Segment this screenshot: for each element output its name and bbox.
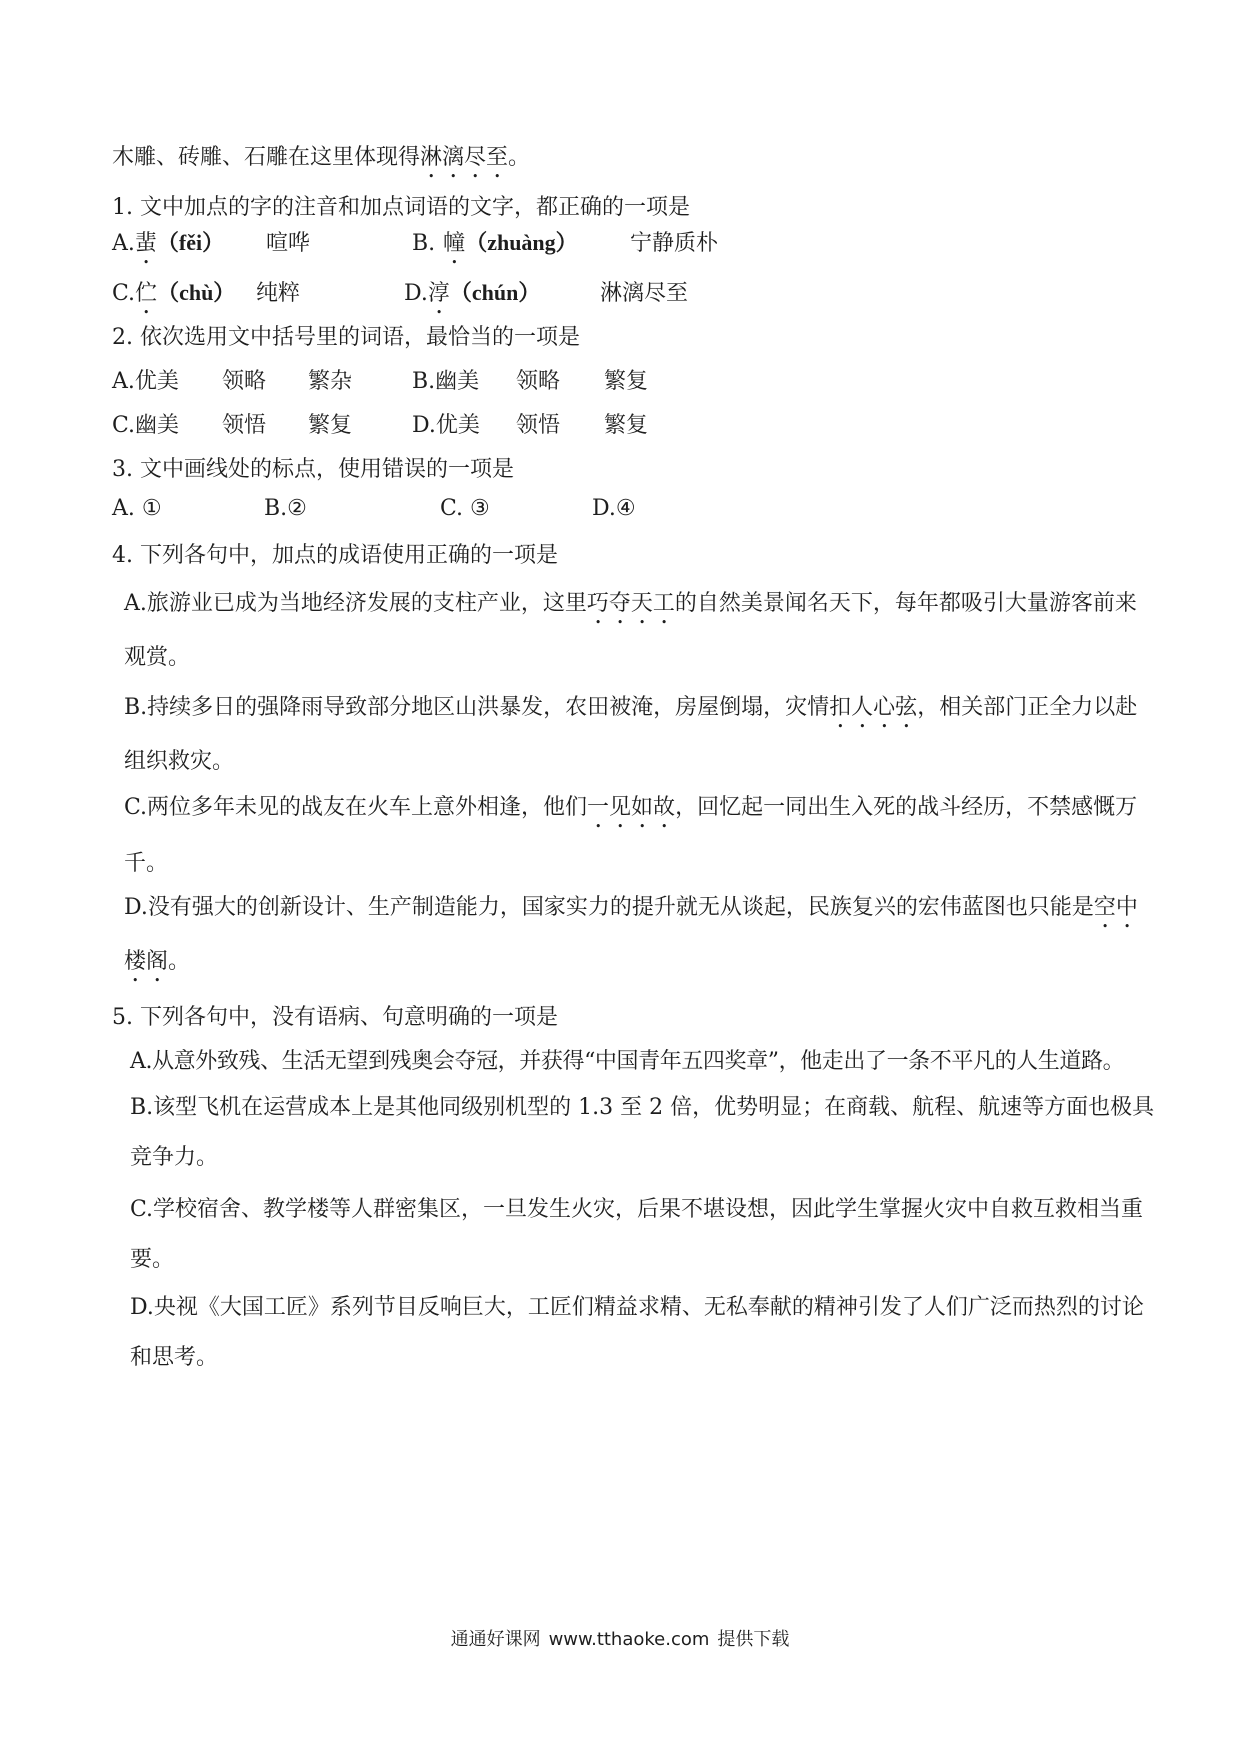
q5-option-d: D.央视《大国工匠》系列节目反响巨大，工匠们精益求精、无私奉献的精神引发了人们广泛而热烈的讨论 xyxy=(130,1295,1144,1320)
q2-d-3: 繁复 xyxy=(604,413,649,438)
dotted-idiom: 空中 xyxy=(1093,895,1138,920)
pinyin: （fěi） xyxy=(156,230,225,255)
q4-option-c xyxy=(124,790,1137,833)
q4-option-c-cont: 千。 xyxy=(124,851,169,876)
q2-c-1: C.幽美 xyxy=(112,413,180,438)
q1-stem: 1. 文中加点的字的注音和加点词语的文字，都正确的一项是 xyxy=(112,195,690,220)
q1-option-b xyxy=(412,226,578,269)
pinyin: （chún） xyxy=(449,280,541,305)
sentence-text: ，回忆起一同出生入死的战斗经历，不禁感慨万 xyxy=(675,795,1138,820)
dotted-char: 幢 xyxy=(443,231,466,256)
sentence-text: C.两位多年未见的战友在火车上意外相逢，他们 xyxy=(124,795,588,820)
dotted-idiom: 一见如故 xyxy=(587,795,676,820)
q2-a-2: 领略 xyxy=(222,369,267,394)
option-label: A. xyxy=(112,231,135,256)
footer-tail: 提供下载 xyxy=(717,1629,790,1650)
q5-option-b-cont: 竞争力。 xyxy=(130,1145,219,1170)
option-label: B. xyxy=(412,231,436,256)
q4-option-b-cont: 组织救灾。 xyxy=(124,749,235,774)
q5-option-d-cont: 和思考。 xyxy=(130,1345,219,1370)
q2-a-3: 繁杂 xyxy=(308,369,353,394)
dotted-idiom: 扣人心弦 xyxy=(829,695,918,720)
intro-end: 。 xyxy=(508,145,531,170)
dotted-char: 蜚 xyxy=(134,231,157,256)
q1-option-d xyxy=(404,276,540,319)
q3-option-c: C. ③ xyxy=(440,496,490,521)
q3-option-a: A. ① xyxy=(112,496,162,521)
footer-url[interactable]: www.tthaoke.com xyxy=(548,1629,710,1650)
q4-option-a xyxy=(124,586,1137,629)
q1-option-c xyxy=(112,276,235,319)
page-footer xyxy=(0,1625,1240,1651)
q5-stem: 5. 下列各句中，没有语病、句意明确的一项是 xyxy=(112,1005,558,1030)
q2-d-2: 领悟 xyxy=(516,413,561,438)
q2-a-1: A.优美 xyxy=(112,369,179,394)
q1-option-a xyxy=(112,226,224,269)
q5-option-a: A.从意外致残、生活无望到残奥会夺冠，并获得“中国青年五四奖章”，他走出了一条不平凡的人生道路。 xyxy=(130,1049,1125,1074)
dotted-word: 淋漓尽至 xyxy=(420,145,509,170)
q3-option-b: B.② xyxy=(264,496,307,521)
pinyin: （zhuàng） xyxy=(465,230,578,255)
dotted-idiom: 巧夺天工 xyxy=(586,591,675,616)
q4-option-d-cont xyxy=(124,944,190,987)
sentence-text: ，相关部门正全力以赴 xyxy=(917,695,1138,720)
dotted-char: 淳 xyxy=(427,281,450,306)
q1-option-a-word: 喧哗 xyxy=(266,231,311,256)
pinyin: （chù） xyxy=(157,280,236,305)
sentence-text: D.没有强大的创新设计、生产制造能力，国家实力的提升就无从谈起，民族复兴的宏伟蓝图也只能是 xyxy=(124,895,1094,920)
intro-text: 木雕、砖雕、石雕在这里体现得 xyxy=(112,145,421,170)
q4-option-b xyxy=(124,690,1137,733)
sentence-text: 。 xyxy=(168,949,191,974)
q2-b-1: B.幽美 xyxy=(412,369,480,394)
q2-c-2: 领悟 xyxy=(222,413,267,438)
q3-option-d: D.④ xyxy=(592,496,636,521)
q5-option-b: B.该型飞机在运营成本上是其他同级别机型的 1.3 至 2 倍，优势明显；在商载、航程、航速等方面也极具 xyxy=(130,1095,1155,1120)
sentence-text: 的自然美景闻名天下，每年都吸引大量游客前来 xyxy=(674,591,1137,616)
q5-option-c: C.学校宿舍、教学楼等人群密集区，一旦发生火灾，后果不堪设想，因此学生掌握火灾中自救互救相当重 xyxy=(130,1197,1144,1222)
q2-d-1: D.优美 xyxy=(412,413,480,438)
q4-option-a-cont: 观赏。 xyxy=(124,645,191,670)
q2-b-3: 繁复 xyxy=(604,369,649,394)
footer-site: 通通好课网 xyxy=(450,1629,541,1650)
q2-stem: 2. 依次选用文中括号里的词语，最恰当的一项是 xyxy=(112,325,580,350)
intro-line xyxy=(112,140,530,183)
q1-option-d-word: 淋漓尽至 xyxy=(600,281,689,306)
q1-option-c-word: 纯粹 xyxy=(256,281,301,306)
q4-option-d xyxy=(124,890,1138,933)
q5-option-c-cont: 要。 xyxy=(130,1247,175,1272)
q3-stem: 3. 文中画线处的标点，使用错误的一项是 xyxy=(112,457,514,482)
option-label: C. xyxy=(112,281,136,306)
q2-b-2: 领略 xyxy=(516,369,561,394)
option-label: D. xyxy=(404,281,428,306)
sentence-text: B.持续多日的强降雨导致部分地区山洪暴发，农田被淹，房屋倒塌，灾情 xyxy=(124,695,830,720)
q2-c-3: 繁复 xyxy=(308,413,353,438)
dotted-idiom: 楼阁 xyxy=(124,949,169,974)
sentence-text: A.旅游业已成为当地经济发展的支柱产业，这里 xyxy=(124,591,587,616)
q4-stem: 4. 下列各句中，加点的成语使用正确的一项是 xyxy=(112,543,558,568)
q1-option-b-word: 宁静质朴 xyxy=(630,231,719,256)
dotted-char: 伫 xyxy=(135,281,158,306)
